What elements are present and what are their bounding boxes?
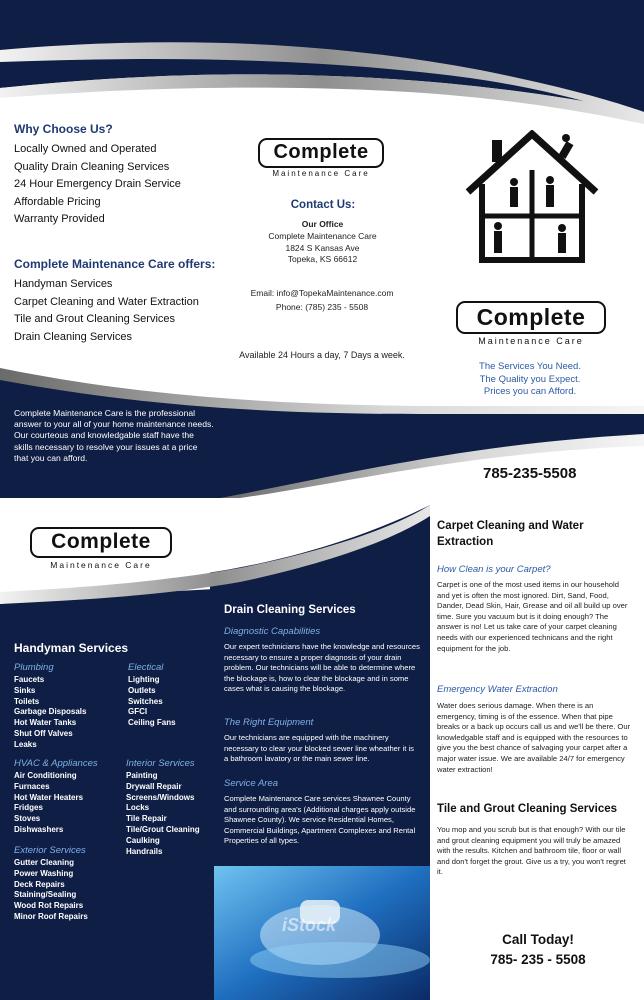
handyman-title: Handyman Services — [14, 641, 129, 655]
list-item: Hot Water Heaters — [14, 792, 84, 802]
electrical-list — [128, 675, 176, 729]
slogan — [455, 361, 605, 399]
list-item: Warranty Provided — [14, 213, 105, 225]
availability-text: Available 24 Hours a day, 7 Days a week. — [239, 350, 405, 360]
plumbing-heading: Plumbing — [14, 662, 54, 673]
list-item: Painting — [126, 771, 158, 780]
tile-grout-title: Tile and Grout Cleaning Services — [437, 803, 618, 815]
diagnostic-heading: Diagnostic Capabilities — [224, 626, 321, 637]
list-item: Outlets — [128, 685, 156, 695]
exterior-heading: Exterior Services — [14, 845, 86, 856]
contact-details — [238, 287, 406, 314]
water-extraction-text: Water does serious damage. When there is an emergency, timing is of the essence. When that pipe breaks or a back up occurs call us and we'll be there. Our knowledgable staff and is equipped with the resources to give you the best chance of salvaging your carpet after a major water issue. We are available 24/7 for emergency water extraction! — [437, 701, 631, 774]
list-item: Wood Rot Repairs — [14, 901, 84, 911]
list-item: Carpet Cleaning and Water Extraction — [14, 295, 199, 308]
list-item: Tile and Grout Cleaning Services — [14, 313, 176, 325]
offers-list — [14, 276, 199, 346]
list-item: Handrails — [126, 846, 163, 856]
logo-name: Complete — [258, 138, 384, 168]
company-logo — [258, 138, 384, 178]
office-label: Our Office — [301, 219, 344, 229]
list-item: Leaks — [14, 739, 37, 749]
list-item: Toilets — [14, 696, 40, 706]
logo-name: Complete — [456, 301, 606, 334]
list-item: Hot Water Tanks — [14, 718, 77, 728]
office-address — [245, 219, 400, 266]
list-item: Tile Repair — [126, 814, 167, 824]
water-extraction-heading: Emergency Water Extraction — [437, 684, 558, 695]
list-item: Dishwashers — [14, 824, 64, 834]
slogan-line: The Services You Need. — [479, 361, 581, 372]
list-item: Gutter Cleaning — [14, 858, 75, 867]
list-item: GFCI — [128, 707, 148, 717]
list-item: Deck Repairs — [14, 879, 65, 889]
electrical-heading: Electical — [128, 662, 164, 673]
street-address: 1824 S Kansas Ave — [285, 242, 360, 253]
list-item: Caulking — [126, 835, 160, 845]
equipment-heading: The Right Equipment — [224, 717, 314, 728]
list-item: Power Washing — [14, 868, 74, 878]
interior-list — [126, 771, 200, 857]
list-item: Screens/Windows — [126, 792, 195, 802]
list-item: Garbage Disposals — [14, 707, 87, 717]
logo-name: Complete — [30, 527, 172, 558]
city-address: Topeka, KS 66612 — [287, 254, 358, 265]
list-item: Lighting — [128, 675, 160, 684]
slogan-line: Prices you can Afford. — [483, 386, 577, 397]
company-logo-large — [456, 301, 606, 346]
service-area-text: Complete Maintenance Care services Shawnee County and surrounding area's (Additional charges apply outside Shawnee County). We service Residential Homes, Commercial Buildings, Apartment Complexes and Rental Properties of all types. — [224, 794, 416, 846]
call-phone-number[interactable]: 785- 235 - 5508 — [490, 951, 586, 967]
company-name: Complete Maintenance Care — [268, 230, 377, 241]
list-item: Stoves — [14, 814, 41, 824]
list-item: Tile/Grout Cleaning — [126, 824, 200, 834]
call-today — [440, 930, 636, 969]
logo-tagline: Maintenance Care — [478, 336, 584, 346]
carpet-clean-heading: How Clean is your Carpet? — [437, 564, 551, 575]
list-item: Faucets — [14, 675, 45, 684]
list-item: Locks — [126, 803, 150, 813]
interior-heading: Interior Services — [126, 758, 195, 769]
list-item: Locally Owned and Operated — [14, 143, 157, 155]
plumbing-list — [14, 675, 86, 751]
photo-watermark: iStock — [282, 915, 337, 935]
phone-number[interactable]: 785-235-5508 — [483, 465, 577, 482]
tile-grout-text: You mop and you scrub but is that enough? With our tile and grout cleaning equipment you will truly be amazed with the results. Kitchen and bathroom tile, floor or wall and don't forget the grout. Give us a try, you won't regret it. — [437, 825, 626, 877]
diagnostic-text: Our expert technicians have the knowledge and resources necessary to ensure a proper diagnosis of your drain problem. Our technicians will be able to determine where the blockage is, how to clear the blockage and in some cases what is causing the blockage. — [224, 642, 420, 694]
list-item: Staining/Sealing — [14, 890, 77, 900]
list-item: Quality Drain Cleaning Services — [14, 160, 170, 173]
offers-title: Complete Maintenance Care offers: — [14, 257, 216, 271]
drain-cleaning-title: Drain Cleaning Services — [224, 604, 356, 616]
slogan-line: The Quality you Expect. — [479, 373, 581, 385]
house-workers-icon — [462, 130, 602, 265]
list-item: Handyman Services — [14, 278, 113, 290]
company-logo-bottom — [30, 527, 172, 570]
list-item: Switches — [128, 696, 163, 706]
email-link[interactable]: Email: info@TopekaMaintenance.com — [250, 288, 394, 298]
carpet-clean-text: Carpet is one of the most used items in our household and yet is often the most ignored. Dirt, Sand, Food, Dander, Dead Skin, Hair, Grease and oil all build up over time. Sure you vacuum but is it doing enough? The answer is no! Let us take care of your carpet cleaning needs with our experienced technicans and the right equipment for the job. — [437, 580, 628, 653]
call-today-label: Call Today! — [502, 932, 574, 947]
list-item: Fridges — [14, 803, 43, 813]
exterior-list — [14, 858, 88, 923]
list-item: Drywall Repair — [126, 781, 182, 791]
list-item: Minor Roof Repairs — [14, 911, 88, 921]
hvac-heading: HVAC & Appliances — [14, 758, 98, 769]
contact-title: Contact Us: — [290, 199, 356, 211]
why-choose-list — [14, 141, 181, 229]
service-area-heading: Service Area — [224, 778, 279, 789]
why-choose-title: Why Choose Us? — [14, 122, 113, 136]
list-item: Shut Off Valves — [14, 728, 73, 738]
about-text: Complete Maintenance Care is the professional answer to your all of your home maintenance needs. Our courteous and knowledgable staff have the skills necessary to resolve your issues at a price that you can afford. — [14, 408, 214, 463]
logo-tagline: Maintenance Care — [50, 560, 152, 570]
carpet-cleaning-title: Carpet Cleaning and Water Extraction — [437, 520, 584, 548]
equipment-text: Our technicians are equipped with the machinery necessary to clear your blocked sewer line wheather it is a bathroom lavatory or the main sewer line. — [224, 733, 414, 764]
list-item: Ceiling Fans — [128, 718, 176, 728]
hvac-list — [14, 771, 83, 836]
phone-link[interactable]: Phone: (785) 235 - 5508 — [275, 301, 369, 312]
list-item: 24 Hour Emergency Drain Service — [14, 178, 181, 190]
logo-tagline: Maintenance Care — [272, 169, 370, 178]
list-item: Affordable Pricing — [14, 195, 101, 208]
list-item: Sinks — [14, 685, 36, 695]
list-item: Furnaces — [14, 781, 50, 791]
list-item: Air Conditioning — [14, 771, 77, 780]
list-item: Drain Cleaning Services — [14, 330, 132, 343]
